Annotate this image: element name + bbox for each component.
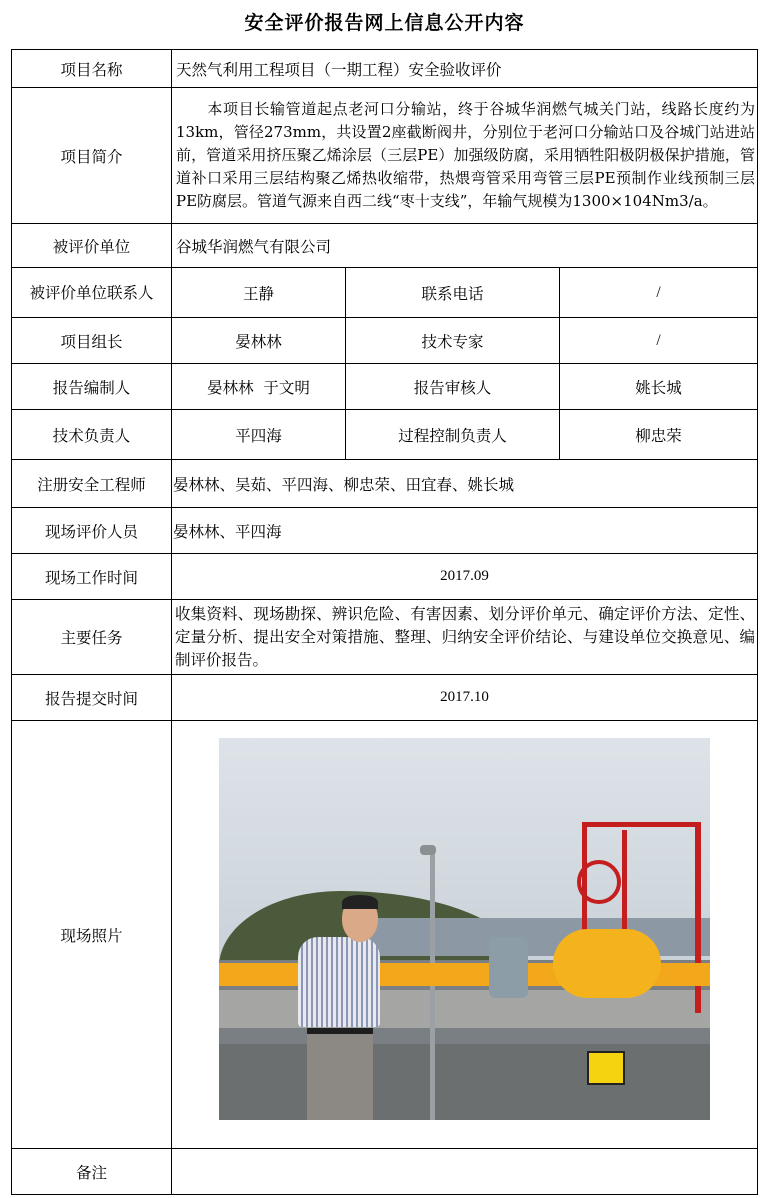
project-intro-label: 项目简介 bbox=[12, 88, 172, 224]
site-work-time-label: 现场工作时间 bbox=[12, 554, 172, 600]
site-evaluators-value: 晏林林、平四海 bbox=[172, 508, 758, 554]
submit-time-value: 2017.10 bbox=[172, 675, 758, 721]
row-project-name bbox=[12, 50, 758, 88]
evaluated-unit-value: 谷城华润燃气有限公司 bbox=[172, 224, 758, 268]
row-report-author bbox=[12, 364, 758, 410]
expert-value: / bbox=[560, 318, 758, 364]
contact-value: 王静 bbox=[172, 268, 346, 318]
team-leader-label: 项目组长 bbox=[12, 318, 172, 364]
info-table bbox=[11, 49, 758, 1195]
process-lead-label: 过程控制负责人 bbox=[346, 410, 560, 460]
evaluated-unit-label: 被评价单位 bbox=[12, 224, 172, 268]
project-name-value: 天然气利用工程项目（一期工程）安全验收评价 bbox=[172, 50, 758, 88]
row-site-work-time bbox=[12, 554, 758, 600]
document-title: 安全评价报告网上信息公开内容 bbox=[244, 12, 525, 34]
row-remarks bbox=[12, 1149, 758, 1195]
phone-value: / bbox=[560, 268, 758, 318]
safety-engineers-value: 晏林林、吴茹、平四海、柳忠荣、田宜春、姚长城 bbox=[172, 460, 758, 508]
photo-person-hair bbox=[342, 895, 378, 909]
photo-person-legs bbox=[307, 1032, 373, 1120]
main-tasks-label: 主要任务 bbox=[12, 600, 172, 675]
safety-engineers-label: 注册安全工程师 bbox=[12, 460, 172, 508]
photo-valve bbox=[489, 937, 528, 998]
site-evaluators-label: 现场评价人员 bbox=[12, 508, 172, 554]
team-leader-value: 晏林林 bbox=[172, 318, 346, 364]
row-evaluated-unit bbox=[12, 224, 758, 268]
tech-lead-value: 平四海 bbox=[172, 410, 346, 460]
row-contact bbox=[12, 268, 758, 318]
site-work-time-value: 2017.09 bbox=[172, 554, 758, 600]
row-project-intro bbox=[12, 88, 758, 224]
project-name-label: 项目名称 bbox=[12, 50, 172, 88]
photo-slab bbox=[219, 1044, 710, 1120]
photo-warning-sign bbox=[587, 1051, 625, 1085]
tech-lead-label: 技术负责人 bbox=[12, 410, 172, 460]
expert-label: 技术专家 bbox=[346, 318, 560, 364]
photo-person-body bbox=[298, 937, 380, 1027]
reviewer-value: 姚长城 bbox=[560, 364, 758, 410]
main-tasks-value: 收集资料、现场勘探、辨识危险、有害因素、划分评价单元、确定评价方法、定性、定量分析、提出安全对策措施、整理、归纳安全评价结论、与建设单位交换意见、编制评价报告。 bbox=[172, 600, 758, 675]
row-site-photo bbox=[12, 721, 758, 1149]
remarks-label: 备注 bbox=[12, 1149, 172, 1195]
photo-person-belt bbox=[307, 1028, 373, 1034]
row-site-evaluators bbox=[12, 508, 758, 554]
site-photo-cell bbox=[172, 721, 758, 1149]
photo-vent-cap bbox=[420, 845, 436, 855]
photo-filter-tank bbox=[553, 929, 661, 998]
report-author-label: 报告编制人 bbox=[12, 364, 172, 410]
row-safety-engineers bbox=[12, 460, 758, 508]
project-intro-value: 本项目长输管道起点老河口分输站，终于谷城华润燃气城关门站，线路长度约为13km，管径273mm，共设置2座截断阀井，分别位于老河口分输站口及谷城门站进站前，管道采用挤压聚乙烯涂层（三层PE）加强级防腐，采用牺牲阳极阴极保护措施，管道补口采用三层结构聚乙烯热收缩带，热煨弯管采用弯管三层PE预制作业线预制三层PE防腐层。管道气源来自西二线“枣十支线”，年输气规模为1300×104Nm3/a。 bbox=[172, 88, 758, 224]
photo-red-pipe-top bbox=[582, 822, 695, 827]
photo-vent-pipe bbox=[430, 853, 435, 1120]
row-team-leader bbox=[12, 318, 758, 364]
reviewer-label: 报告审核人 bbox=[346, 364, 560, 410]
site-photo bbox=[219, 738, 710, 1120]
process-lead-value: 柳忠荣 bbox=[560, 410, 758, 460]
row-submit-time bbox=[12, 675, 758, 721]
site-photo-label: 现场照片 bbox=[12, 721, 172, 1149]
contact-label: 被评价单位联系人 bbox=[12, 268, 172, 318]
report-author-value: 晏林林 于文明 bbox=[172, 364, 346, 410]
phone-label: 联系电话 bbox=[346, 268, 560, 318]
submit-time-label: 报告提交时间 bbox=[12, 675, 172, 721]
row-tech-lead bbox=[12, 410, 758, 460]
row-main-tasks bbox=[12, 600, 758, 675]
remarks-value bbox=[172, 1149, 758, 1195]
